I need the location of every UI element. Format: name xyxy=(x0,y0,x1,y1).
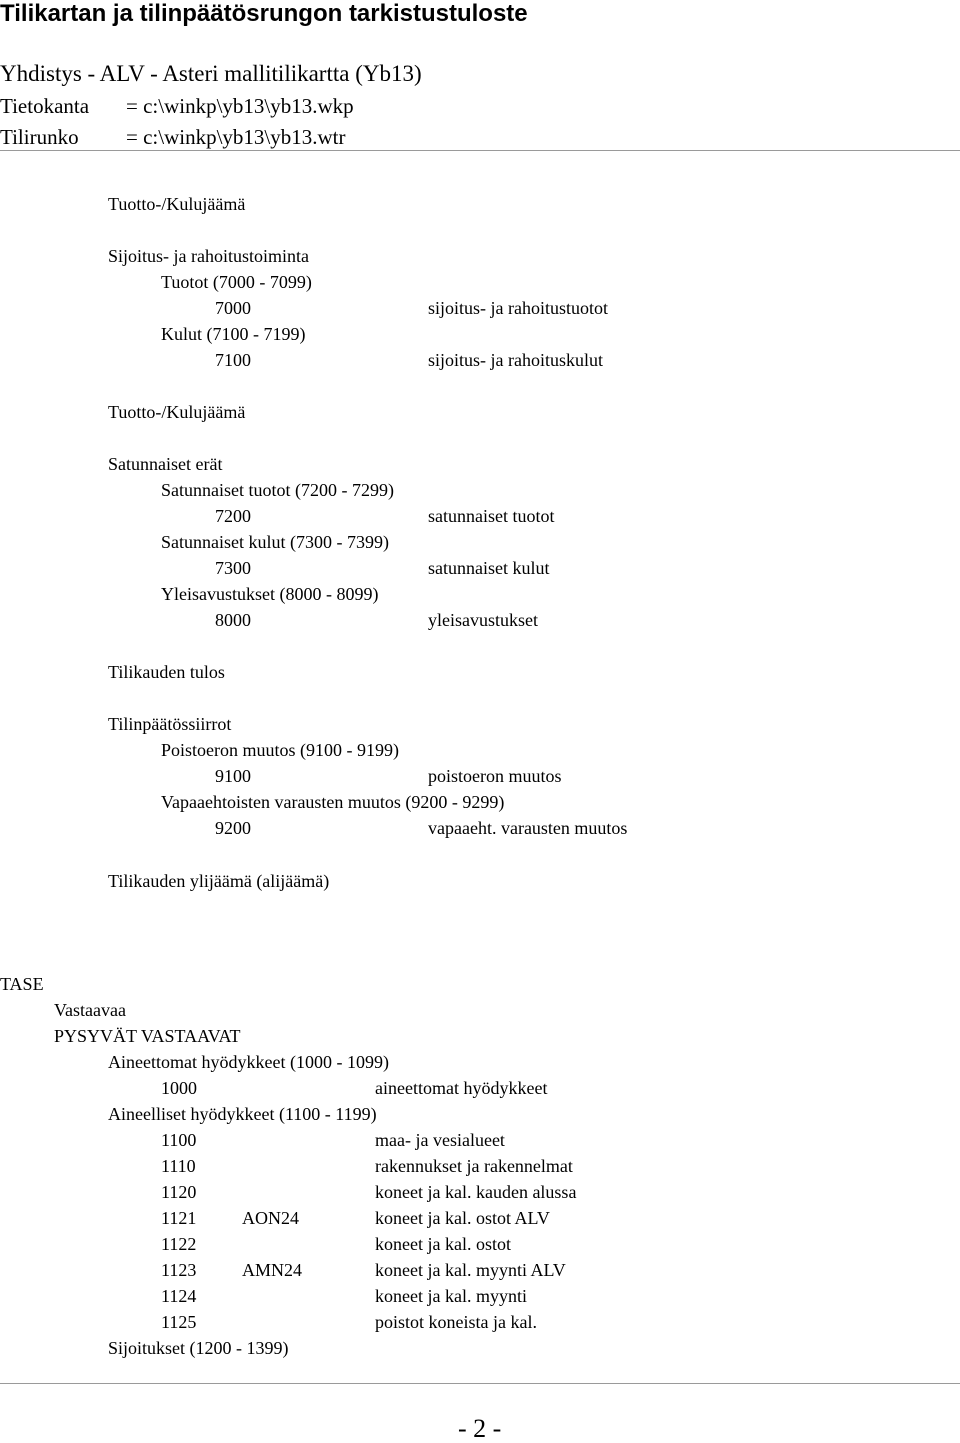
group-line: Yleisavustukset (8000 - 8099) xyxy=(161,584,379,604)
account-name: koneet ja kal. ostot xyxy=(375,1234,511,1254)
group-line: Tuotot (7000 - 7099) xyxy=(161,272,312,292)
group-line: Aineelliset hyödykkeet (1100 - 1199) xyxy=(108,1104,377,1124)
database-label: Tietokanta xyxy=(0,94,90,118)
account-name: poistot koneista ja kal. xyxy=(375,1312,537,1332)
account-number: 1000 xyxy=(161,1078,197,1098)
account-name: aineettomat hyödykkeet xyxy=(375,1078,548,1098)
account-number: 7100 xyxy=(215,350,251,370)
account-number: 9100 xyxy=(215,766,251,786)
section-heading: TASE xyxy=(0,974,44,994)
account-name: poistoeron muutos xyxy=(428,766,562,786)
vat-code: AON24 xyxy=(242,1208,299,1228)
account-number: 1124 xyxy=(161,1286,197,1306)
account-name: sijoitus- ja rahoituskulut xyxy=(428,350,603,370)
heading-line: Sijoitus- ja rahoitustoiminta xyxy=(108,246,309,266)
account-name: yleisavustukset xyxy=(428,610,538,630)
account-name: rakennukset ja rakennelmat xyxy=(375,1156,573,1176)
heading-line: Satunnaiset erät xyxy=(108,454,223,474)
account-number: 7200 xyxy=(215,506,251,526)
account-number: 1100 xyxy=(161,1130,197,1150)
heading-line: Vastaavaa xyxy=(54,1000,126,1020)
account-name: koneet ja kal. ostot ALV xyxy=(375,1208,550,1228)
heading-line: Tilinpäätössiirrot xyxy=(108,714,232,734)
group-line: Aineettomat hyödykkeet (1000 - 1099) xyxy=(108,1052,389,1072)
account-number: 1125 xyxy=(161,1312,197,1332)
group-line: Kulut (7100 - 7199) xyxy=(161,324,306,344)
heading-line: Tuotto-/Kulujäämä xyxy=(108,194,246,214)
group-line: Vapaaehtoisten varausten muutos (9200 - 9299) xyxy=(161,792,505,812)
account-number: 1121 xyxy=(161,1208,197,1228)
account-name: maa- ja vesialueet xyxy=(375,1130,505,1150)
database-path: = c:\winkp\yb13\yb13.wkp xyxy=(126,94,354,118)
page-number: - 2 - xyxy=(458,1414,502,1443)
account-name: satunnaiset kulut xyxy=(428,558,550,578)
account-number: 8000 xyxy=(215,610,251,630)
account-name: sijoitus- ja rahoitustuotot xyxy=(428,298,608,318)
account-name: koneet ja kal. myynti xyxy=(375,1286,527,1306)
footer-divider xyxy=(0,1383,960,1384)
group-line: Poistoeron muutos (9100 - 9199) xyxy=(161,740,399,760)
account-number: 7300 xyxy=(215,558,251,578)
account-number: 1110 xyxy=(161,1156,196,1176)
account-number: 1120 xyxy=(161,1182,197,1202)
heading-line: Tilikauden ylijäämä (alijäämä) xyxy=(108,871,330,891)
account-name: koneet ja kal. kauden alussa xyxy=(375,1182,577,1202)
account-name: satunnaiset tuotot xyxy=(428,506,555,526)
framework-label: Tilirunko xyxy=(0,125,79,149)
account-name: koneet ja kal. myynti ALV xyxy=(375,1260,566,1280)
framework-path: = c:\winkp\yb13\yb13.wtr xyxy=(126,125,346,149)
heading-line: Tilikauden tulos xyxy=(108,662,225,682)
heading-line: PYSYVÄT VASTAAVAT xyxy=(54,1026,241,1046)
heading-line: Tuotto-/Kulujäämä xyxy=(108,402,246,422)
group-line: Satunnaiset tuotot (7200 - 7299) xyxy=(161,480,394,500)
account-number: 1122 xyxy=(161,1234,197,1254)
account-number: 1123 xyxy=(161,1260,197,1280)
account-number: 9200 xyxy=(215,818,251,838)
vat-code: AMN24 xyxy=(242,1260,303,1280)
group-line: Satunnaiset kulut (7300 - 7399) xyxy=(161,532,389,552)
group-line: Sijoitukset (1200 - 1399) xyxy=(108,1338,289,1358)
header-divider xyxy=(0,150,960,151)
account-number: 7000 xyxy=(215,298,251,318)
account-name: vapaaeht. varausten muutos xyxy=(428,818,628,838)
document-subtitle: Yhdistys - ALV - Asteri mallitilikartta (Yb13) xyxy=(0,61,422,86)
document-title: Tilikartan ja tilinpäätösrungon tarkistustuloste xyxy=(0,0,528,27)
